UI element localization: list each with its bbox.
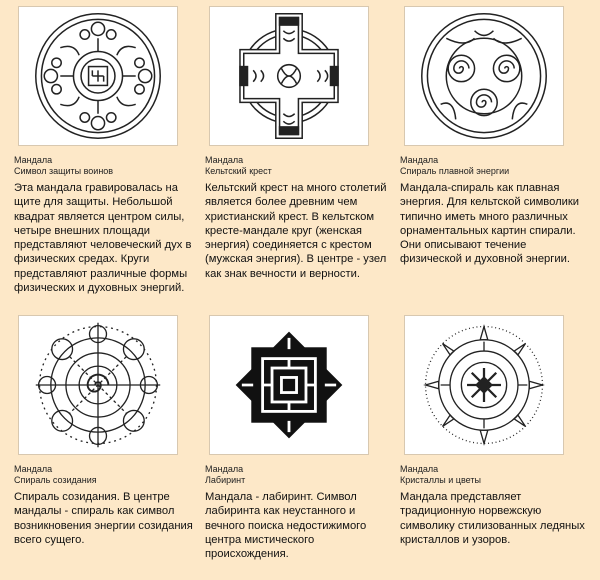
crystal-flower-icon bbox=[415, 319, 553, 451]
card-title: Лабиринт bbox=[205, 475, 246, 485]
card-description: Эта мандала гравировалась на щите для защиты. Небольшой квадрат является центром силы, четыре внешних площади представляют человеческий дух в физических средах. Круги представляют различные формы физических и духовных энергий. bbox=[14, 182, 192, 295]
card-title: Спираль плавной энергии bbox=[400, 166, 510, 176]
mandala-card-creation-spiral bbox=[12, 315, 202, 547]
creation-spiral-icon bbox=[29, 319, 167, 451]
mandala-card-labyrinth bbox=[203, 315, 393, 561]
card-description: Мандала представляет традиционную норвежскую символику стилизованных ледяных кристаллов и узоров. bbox=[400, 491, 585, 546]
card-label: Мандала bbox=[205, 155, 244, 165]
mandala-image-creation-spiral bbox=[18, 315, 178, 455]
card-description: Мандала-спираль как плавная энергия. Для кельтской символики типично иметь много различных орнаментальных картин спирали. Они описывают течение физической и духовной энергии. bbox=[400, 182, 579, 266]
card-label: Мандала bbox=[14, 155, 53, 165]
card-label: Мандала bbox=[400, 464, 439, 474]
mandala-image-labyrinth bbox=[209, 315, 369, 455]
card-label: Мандала bbox=[400, 155, 439, 165]
mandala-image-crystals-flowers bbox=[404, 315, 564, 455]
mandala-card-celtic-cross bbox=[203, 6, 393, 281]
card-title: Кельтский крест bbox=[205, 166, 272, 176]
card-description: Кельтский крест на много столетий является более древним чем христианский крест. В кельтском кресте-мандале круг (женская энергия) соединяется с крестом (мужская энергия). В центре - узел как знак вечности и верности. bbox=[205, 182, 387, 280]
mandala-card-warrior-protection bbox=[12, 6, 202, 295]
triple-spiral-icon bbox=[415, 10, 553, 142]
card-label: Мандала bbox=[14, 464, 53, 474]
mandala-card-energy-spiral bbox=[398, 6, 588, 267]
labyrinth-star-icon bbox=[220, 319, 358, 451]
card-label: Мандала bbox=[205, 464, 244, 474]
mandala-image-celtic-cross bbox=[209, 6, 369, 146]
shield-mandala-icon bbox=[29, 10, 167, 142]
card-title: Спираль созидания bbox=[14, 475, 97, 485]
card-description: Мандала - лабиринт. Символ лабиринта как неустанного и вечного поиска недостижимого центра мистического происхождения. bbox=[205, 491, 367, 561]
mandala-image-warrior-protection bbox=[18, 6, 178, 146]
mandala-card-crystals-flowers bbox=[398, 315, 588, 547]
card-description: Спираль созидания. В центре мандалы - спираль как символ возникновения энергии созидания всего сущего. bbox=[14, 491, 193, 546]
card-title: Кристаллы и цветы bbox=[400, 475, 481, 485]
mandala-image-energy-spiral bbox=[404, 6, 564, 146]
card-title: Символ защиты воинов bbox=[14, 166, 114, 176]
celtic-cross-icon bbox=[220, 10, 358, 142]
